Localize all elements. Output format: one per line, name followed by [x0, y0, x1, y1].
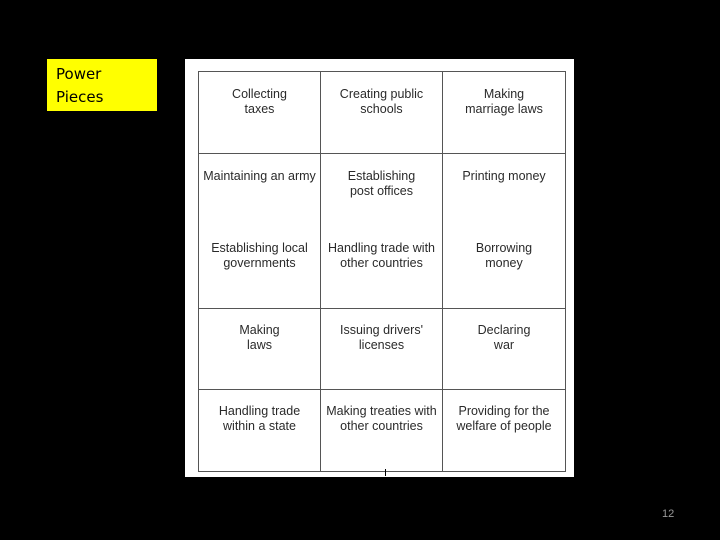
- slide-title-box: [47, 59, 157, 111]
- slide-title-line-2: Pieces: [56, 88, 104, 106]
- card-handling-trade-other-countries: Handling trade with other countries: [327, 241, 435, 270]
- card-maintaining-an-army: Maintaining an army: [203, 169, 316, 183]
- page-number: 12: [662, 508, 675, 520]
- card-row: [199, 390, 565, 471]
- card-establishing-local-governments: Establishing local governments: [211, 241, 308, 270]
- card-declaring-war: Declaring war: [477, 323, 531, 352]
- power-cards-sheet: [185, 59, 574, 477]
- card-row: [199, 308, 565, 390]
- card-making-marriage-laws: Making marriage laws: [465, 87, 543, 116]
- card-making-treaties: Making treaties with other countries: [321, 390, 443, 471]
- slide-title-line-1: Power: [56, 65, 102, 83]
- card-row: [199, 154, 565, 308]
- card-making-laws: Making laws: [199, 309, 321, 389]
- card-establishing-post-offices: Establishing post offices: [347, 169, 416, 198]
- card-handling-trade-within-state: Handling trade within a state: [199, 390, 321, 471]
- card-cell-group: [199, 154, 321, 308]
- card-issuing-drivers-licenses: Issuing drivers' licenses: [321, 309, 443, 389]
- cut-mark: [385, 469, 386, 476]
- card-cell-group: [443, 154, 565, 308]
- card-creating-public-schools: Creating public schools: [321, 72, 443, 153]
- power-cards-grid: [198, 71, 566, 472]
- card-row: [199, 72, 565, 154]
- card-providing-welfare: Providing for the welfare of people: [456, 404, 552, 433]
- card-printing-money: Printing money: [462, 169, 546, 183]
- card-cell-group: [321, 154, 443, 308]
- card-borrowing-money: Borrowing money: [475, 241, 533, 270]
- card-collecting-taxes: Collecting taxes: [199, 72, 321, 153]
